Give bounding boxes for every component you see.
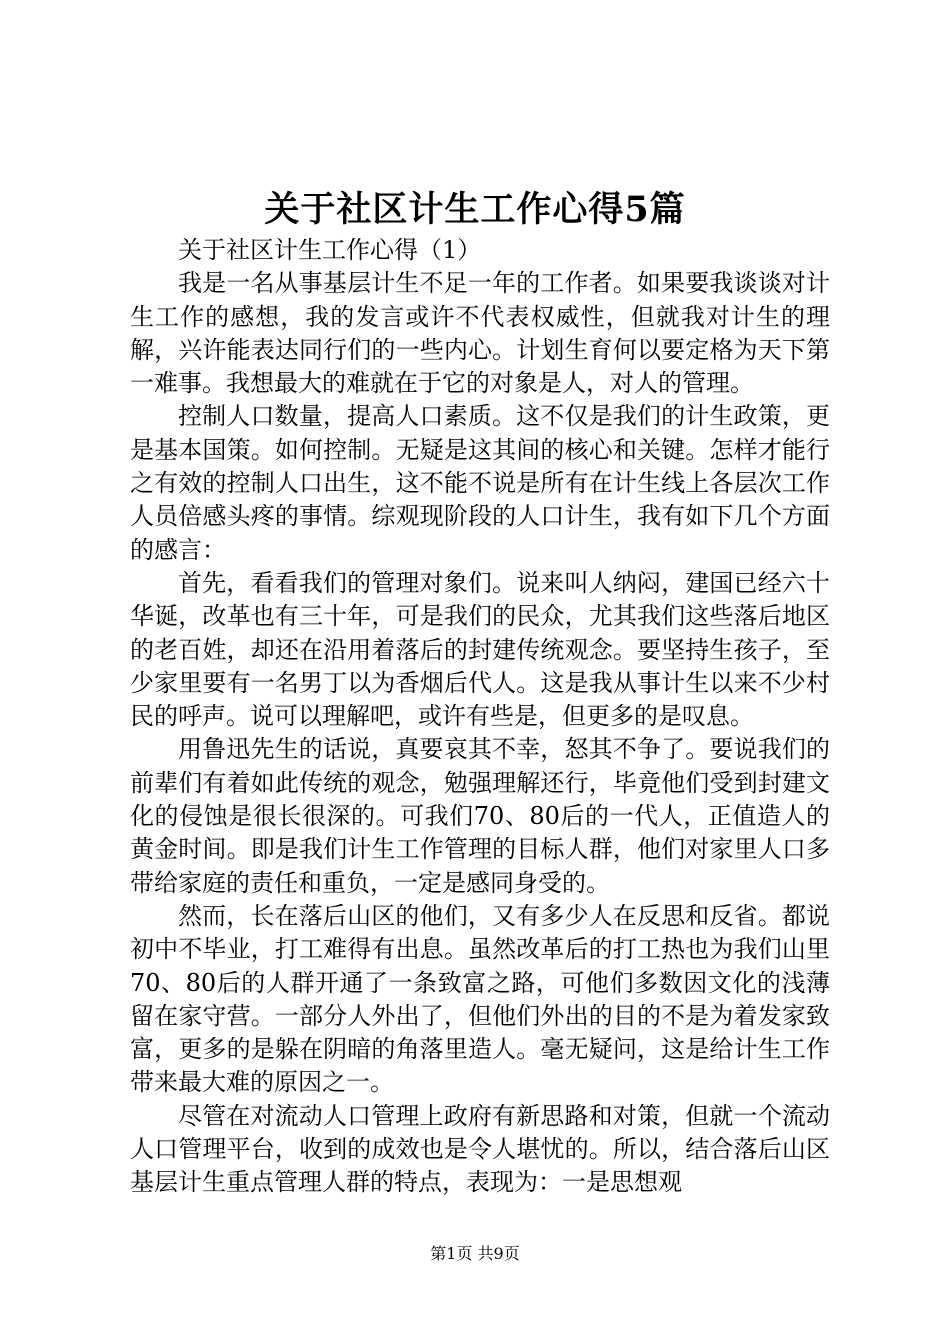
paragraph-1: 我是一名从事基层计生不足一年的工作者。如果要我谈谈对计生工作的感想，我的发言或许不代表权威性，但就我对计生的理解，兴许能表达同行们的一些内心。计划生育何以要定格为天下第一难事。我想最大的难就在于它的对象是人，对人的管理。 [130,269,830,398]
paragraph-2: 控制人口数量，提高人口素质。这不仅是我们的计生政策，更是基本国策。如何控制。无疑是这其间的核心和关键。怎样才能行之有效的控制人口出生，这不能不说是所有在计生线上各层次工作人员倍感头疼的事情。综观现阶段的人口计生，我有如下几个方面的感言： [130,402,830,564]
paragraph-6: 尽管在对流动人口管理上政府有新思路和对策，但就一个流动人口管理平台，收到的成效也是令人堪忧的。所以，结合落后山区基层计生重点管理人群的特点，表现为：一是思想观 [130,1101,830,1197]
document-body [130,234,830,1200]
paragraph-4: 用鲁迅先生的话说，真要哀其不幸，怒其不争了。要说我们的前辈们有着如此传统的观念，勉强理解还行，毕竟他们受到封建文化的侵蚀是很长很深的。可我们70、80后的一代人，正值造人的黄金时间。即是我们计生工作管理的目标人群，他们对家里人口多带给家庭的责任和重负，一定是感同身受的。 [130,735,830,897]
document-title: 关于社区计生工作心得5篇 [264,189,686,230]
section-subtitle: 关于社区计生工作心得（1） [178,236,482,264]
paragraph-3: 首先，看看我们的管理对象们。说来叫人纳闷，建国已经六十华诞，改革也有三十年，可是我们的民众，尤其我们这些落后地区的老百姓，却还在沿用着落后的封建传统观念。要坚持生孩子，至少家里要有一名男丁以为香烟后代人。这是我从事计生以来不少村民的呼声。说可以理解吧，或许有些是，但更多的是叹息。 [130,568,830,731]
page-number-footer: 第1页 共9页 [430,1244,520,1263]
paragraph-5: 然而，长在落后山区的他们，又有多少人在反思和反省。都说初中不毕业，打工难得有出息。虽然改革后的打工热也为我们山里70、80后的人群开通了一条致富之路，可他们多数因文化的浅薄留在家守营。一部分人外出了，但他们外出的目的不是为着发家致富，更多的是躲在阴暗的角落里造人。毫无疑问，这是给计生工作带来最大难的原因之一。 [130,901,830,1097]
